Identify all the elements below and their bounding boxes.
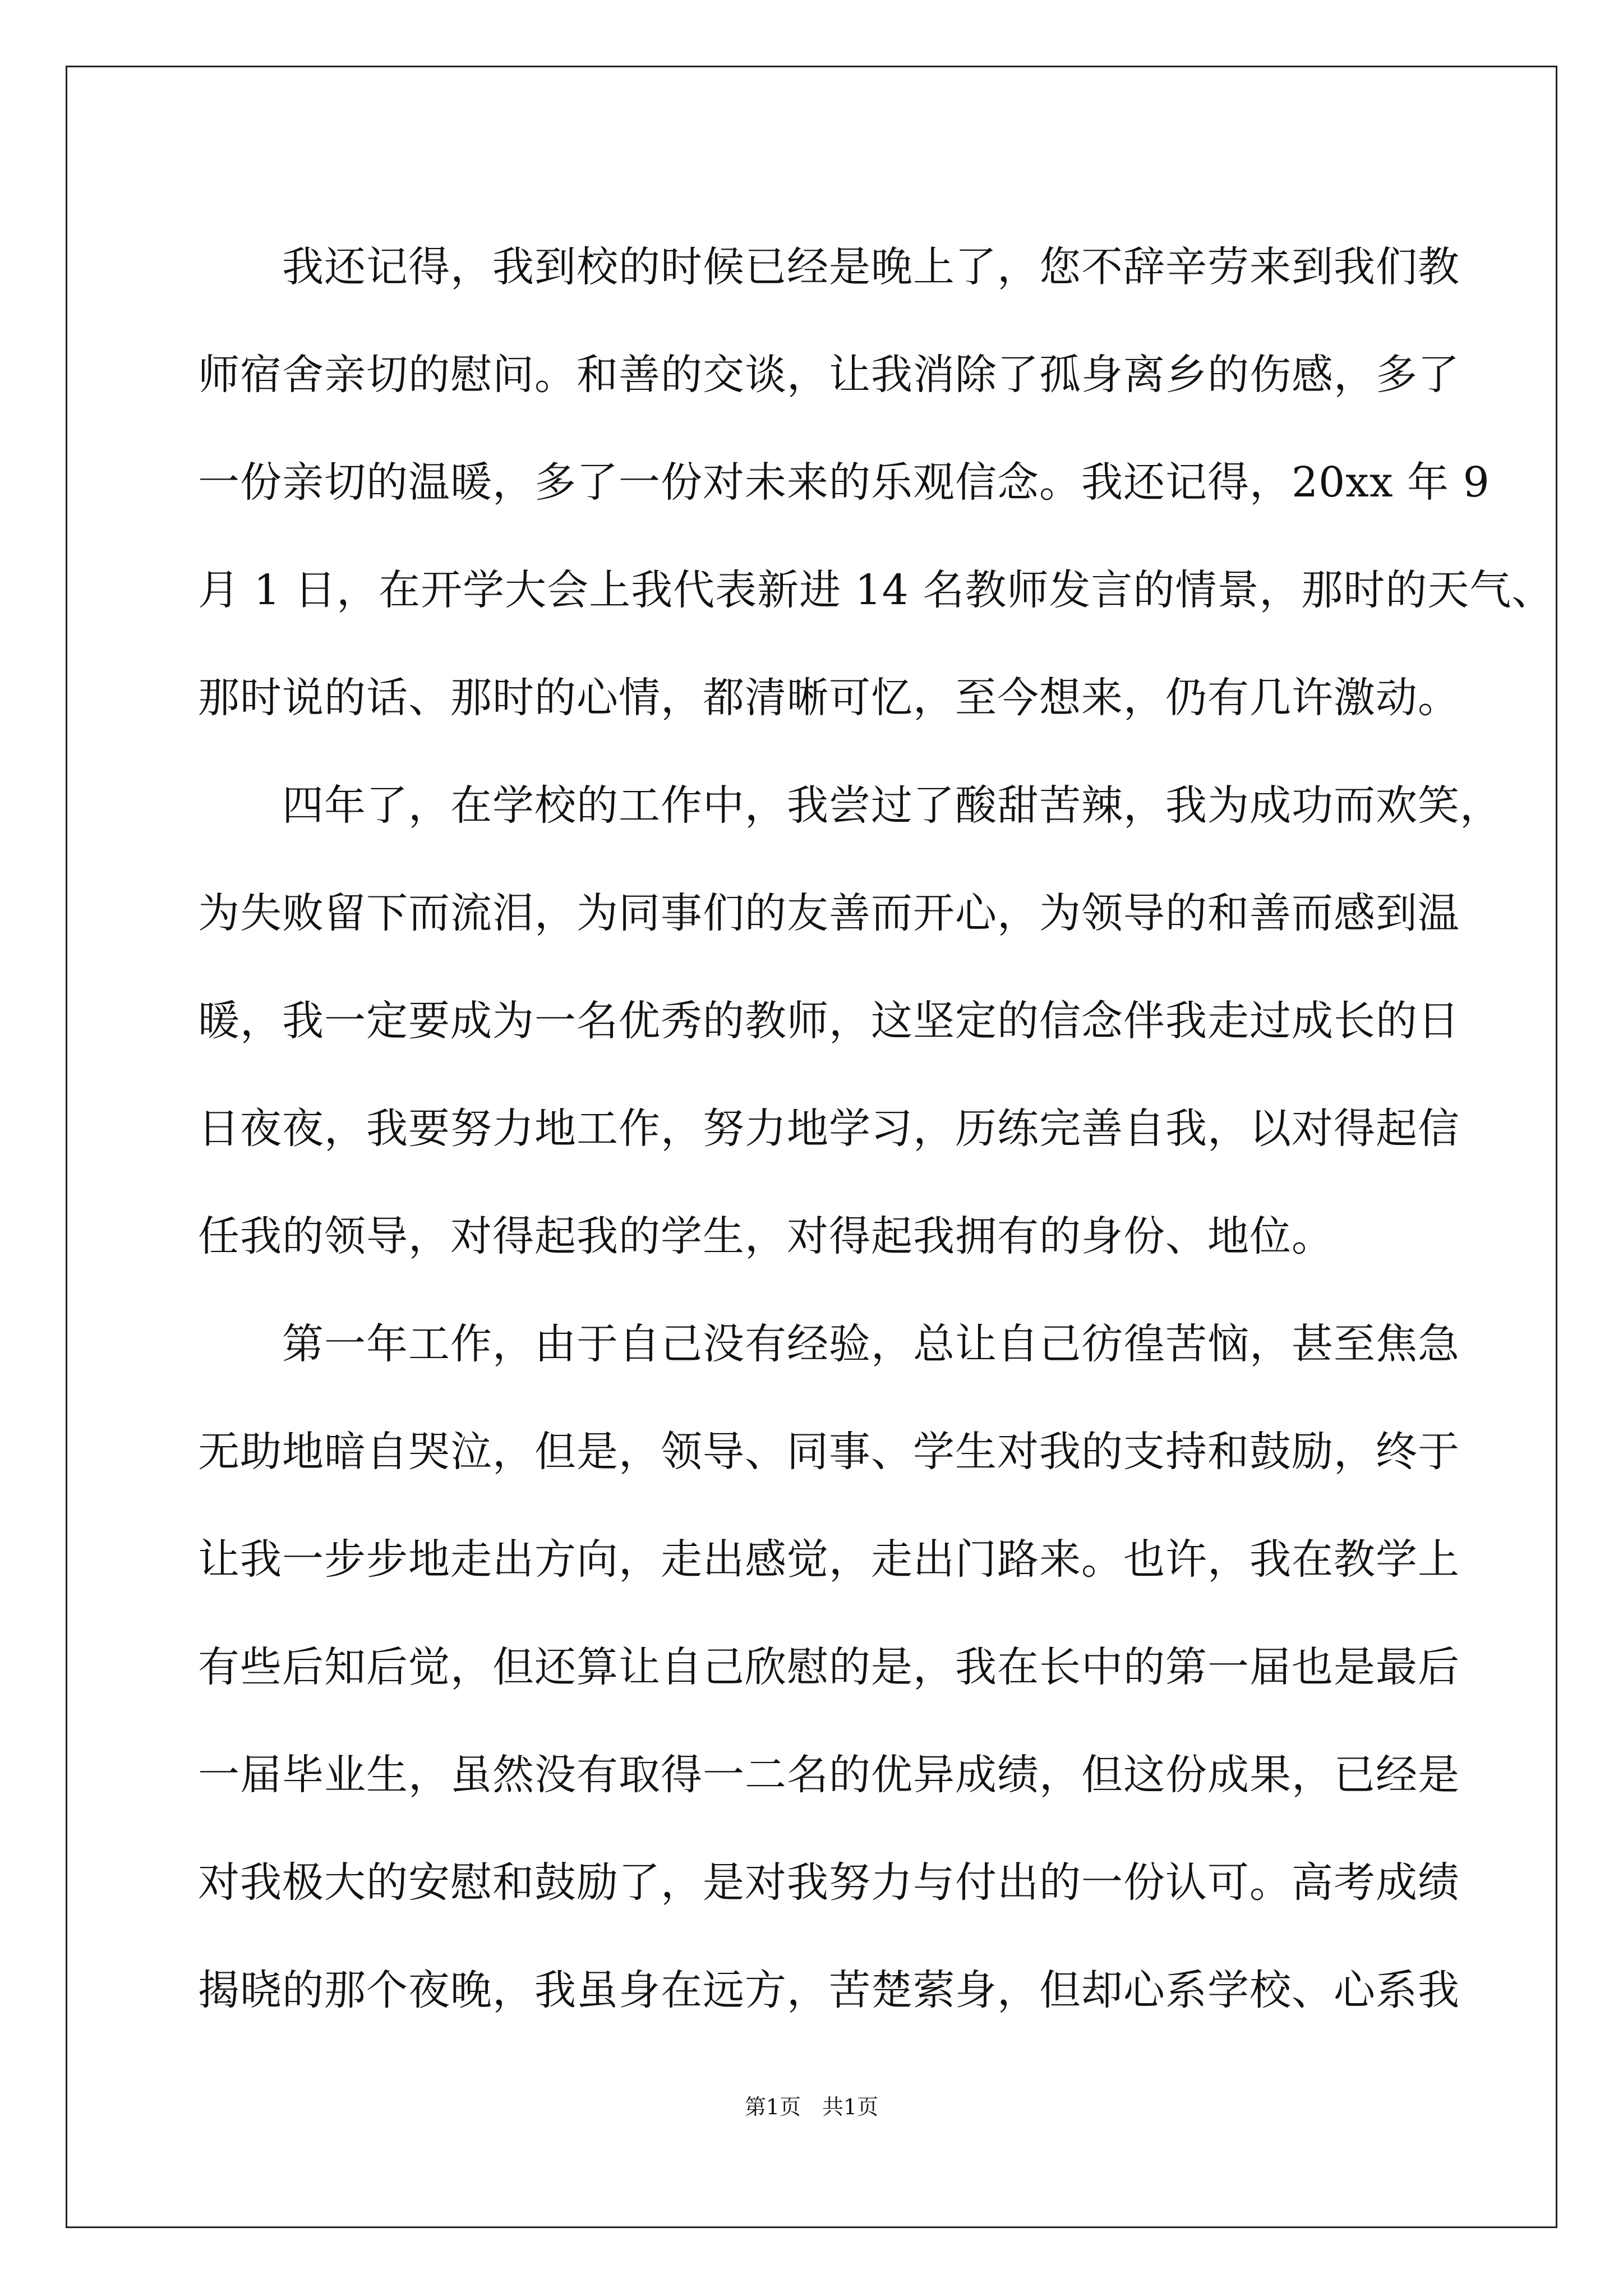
text-line: 第一年工作，由于自己没有经验，总让自己彷徨苦恼，甚至焦急 — [282, 1320, 1460, 1368]
text-line: 日夜夜，我要努力地工作，努力地学习，历练完善自我，以对得起信 — [198, 1105, 1460, 1153]
text-line: 一届毕业生，虽然没有取得一二名的优异成绩，但这份成果，已经是 — [198, 1751, 1460, 1799]
text-line: 一份亲切的温暖，多了一份对未来的乐观信念。我还记得，20xx 年 9 — [198, 458, 1490, 507]
text-line: 那时说的话、那时的心情，都清晰可忆，至今想来，仍有几许激动。 — [198, 674, 1460, 722]
page-footer: 第1页 共1页 — [744, 2095, 879, 2119]
text-line: 四年了，在学校的工作中，我尝过了酸甜苦辣，我为成功而欢笑， — [282, 781, 1502, 830]
text-line: 有些后知后觉，但还算让自己欣慰的是，我在长中的第一届也是最后 — [198, 1643, 1460, 1691]
text-line: 对我极大的安慰和鼓励了，是对我努力与付出的一份认可。高考成绩 — [198, 1858, 1460, 1907]
text-line: 月 1 日，在开学大会上我代表新进 14 名教师发言的情景，那时的天气、 — [198, 566, 1554, 614]
text-line: 揭晓的那个夜晚，我虽身在远方，苦楚萦身，但却心系学校、心系我 — [198, 1966, 1460, 2014]
text-line: 我还记得，我到校的时候已经是晚上了，您不辞辛劳来到我们教 — [282, 243, 1460, 291]
document-body — [198, 213, 1554, 2044]
text-line: 师宿舍亲切的慰问。和善的交谈，让我消除了孤身离乡的伤感，多了 — [198, 351, 1460, 399]
text-line: 让我一步步地走出方向，走出感觉，走出门路来。也许，我在教学上 — [198, 1535, 1460, 1584]
text-line: 任我的领导，对得起我的学生，对得起我拥有的身份、地位。 — [198, 1212, 1334, 1260]
text-line: 为失败留下而流泪，为同事们的友善而开心，为领导的和善而感到温 — [198, 889, 1460, 937]
text-line: 无助地暗自哭泣，但是，领导、同事、学生对我的支持和鼓励，终于 — [198, 1428, 1460, 1476]
text-line: 暖，我一定要成为一名优秀的教师，这坚定的信念伴我走过成长的日 — [198, 997, 1460, 1045]
